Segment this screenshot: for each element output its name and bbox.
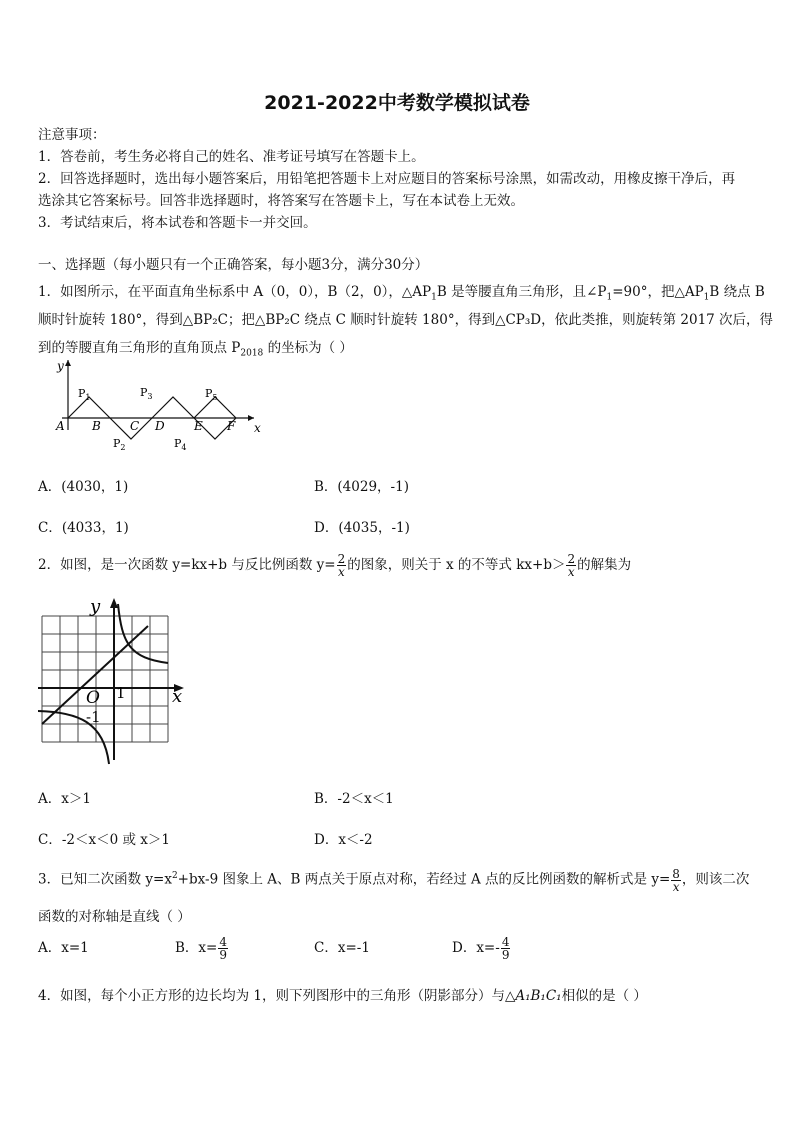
q2-text: 的图象，则关于 x 的不等式 kx+b＞ xyxy=(347,557,566,573)
q3-option-d-fraction xyxy=(501,936,511,961)
q3-option-d-num: 4 xyxy=(501,935,510,949)
q1-p5-sub: 5 xyxy=(212,393,218,402)
q3-stem xyxy=(38,858,749,898)
q2-fraction-num: 2 xyxy=(567,552,576,566)
q1-sub: 1 xyxy=(703,292,710,303)
q1-p2-sub: 2 xyxy=(120,443,126,452)
q3-option-a[interactable]: A．x=1 xyxy=(38,940,89,956)
q1-sub: 2018 xyxy=(240,348,264,359)
q2-option-c[interactable]: C．-2＜x＜0 或 x＞1 xyxy=(38,832,170,848)
notice-item-1: 1．答卷前，考生务必将自己的姓名、准考证号填写在答题卡上。 xyxy=(38,149,425,165)
q2-option-b[interactable]: B．-2＜x＜1 xyxy=(314,791,394,807)
section-heading: 一、选择题（每小题只有一个正确答案，每小题3分，满分30分） xyxy=(38,257,429,273)
q1-point-c: C xyxy=(130,419,140,433)
q2-stem xyxy=(38,552,631,578)
q1-figure xyxy=(40,358,268,455)
notice-item-2: 2．回答选择题时，选出每小题答案后，用铅笔把答题卡上对应题目的答案标号涂黑，如需改动，用橡皮擦干净后，再 xyxy=(38,171,736,187)
q1-point-f: F xyxy=(227,419,236,433)
q1-text: 到的等腰直角三角形的直角顶点 P xyxy=(38,340,241,356)
q4-text: 4．如图，每个小正方形的边长均为 1，则下列图形中的三角形（阴影部分）与 xyxy=(38,988,505,1004)
q1-point-a: A xyxy=(56,419,65,433)
q1-p3-sub: 3 xyxy=(147,392,153,401)
q4-text: 相似的是（ ） xyxy=(561,988,647,1004)
q3-text: ，则该二次 xyxy=(681,871,750,888)
q2-x-label: x xyxy=(172,686,183,707)
q1-p3-letter: P xyxy=(140,386,148,399)
q2-text: 的解集为 xyxy=(577,557,632,573)
q1-y-arrow xyxy=(65,360,71,366)
q1-p1 xyxy=(78,387,91,402)
notice-item-3: 3．考试结束后，将本试卷和答题卡一并交回。 xyxy=(38,215,317,231)
q3-option-d-text: D．x=- xyxy=(452,940,500,956)
q1-p3 xyxy=(140,386,153,401)
q2-fraction-den: x xyxy=(338,565,345,579)
q1-option-c[interactable]: C．(4033，1) xyxy=(38,520,129,536)
q4-triangle-name: △A₁B₁C₁ xyxy=(504,988,562,1004)
q1-p1-sub: 1 xyxy=(85,393,91,402)
q1-x-label: x xyxy=(254,421,261,435)
q3-text: +bx-9 图象上 A、B 两点关于原点对称，若经过 A 点的反比例函数的解析式是 y= xyxy=(177,871,671,888)
q3-fraction-num: 8 xyxy=(672,866,680,881)
q1-point-e: E xyxy=(194,419,203,433)
q3-option-b-text: B．x= xyxy=(175,940,218,956)
notice-heading: 注意事项： xyxy=(38,127,106,143)
q1-p4-sub: 4 xyxy=(181,443,187,452)
q3-option-d[interactable] xyxy=(452,930,511,966)
q1-text: 1．如图所示，在平面直角坐标系中 A（0，0），B（2，0），△AP xyxy=(38,284,432,300)
q1-y-label: y xyxy=(57,359,64,373)
q1-p1-letter: P xyxy=(78,387,86,400)
q1-option-a[interactable]: A．(4030，1) xyxy=(38,479,129,495)
notice-item-2-cont: 选涂其它答案标号。回答非选择题时，将答案写在答题卡上，写在本试卷上无效。 xyxy=(38,193,524,209)
q2-y-arrow xyxy=(110,598,118,608)
q2-text: 2．如图，是一次函数 y=kx+b 与反比例函数 y= xyxy=(38,557,336,573)
q2-option-a[interactable]: A．x＞1 xyxy=(38,791,91,807)
q1-point-b: B xyxy=(92,419,101,433)
q1-line-2: 顺时针旋转 180°，得到△BP₂C；把△BP₂C 绕点 C 顺时针旋转 180°，得到△CP₃D，依此类推，则旋转第 2017 次后，得 xyxy=(38,312,774,328)
q1-text: 的坐标为（ ） xyxy=(263,340,353,356)
q2-tick-1: 1 xyxy=(116,684,126,702)
q3-option-b-den: 9 xyxy=(219,948,227,962)
q3-option-d-den: 9 xyxy=(501,948,510,962)
q1-p2 xyxy=(113,437,126,452)
q2-origin-label: O xyxy=(86,688,100,708)
q4-stem xyxy=(38,984,647,1004)
q1-line-3 xyxy=(38,336,353,359)
q1-p4 xyxy=(174,437,187,452)
q3-text: 3．已知二次函数 y=x xyxy=(38,871,172,888)
q3-option-b-num: 4 xyxy=(219,935,227,949)
q2-fraction xyxy=(566,553,576,578)
q1-point-d: D xyxy=(155,419,165,433)
q3-option-b[interactable] xyxy=(175,930,229,966)
q2-y-label: y xyxy=(90,596,101,617)
q1-text: B 绕点 B xyxy=(709,284,765,300)
q1-line-1 xyxy=(38,280,765,303)
q2-fraction xyxy=(337,553,347,578)
q3-fraction-den: x xyxy=(672,879,680,894)
q1-p5-letter: P xyxy=(205,387,213,400)
q3-option-c[interactable]: C．x=-1 xyxy=(314,940,370,956)
q1-option-b[interactable]: B．(4029，-1) xyxy=(314,479,409,495)
q1-text: =90°，把△AP xyxy=(612,284,704,300)
q1-p5 xyxy=(205,387,218,402)
q2-fraction-den: x xyxy=(567,565,575,579)
q1-text: B 是等腰直角三角形，且∠P xyxy=(436,284,607,300)
q1-sub: 1 xyxy=(431,292,437,303)
q2-tick-neg1: -1 xyxy=(86,708,101,726)
q1-sub: 1 xyxy=(606,292,613,303)
q1-p4-letter: P xyxy=(174,437,182,450)
q3-line-2: 函数的对称轴是直线（ ） xyxy=(38,909,191,925)
q3-sup: 2 xyxy=(171,871,178,881)
q2-figure xyxy=(38,590,193,765)
q3-fraction xyxy=(671,868,681,893)
q2-grid xyxy=(42,616,168,742)
q1-option-d[interactable]: D．(4035，-1) xyxy=(314,520,410,536)
q2-fraction-num: 2 xyxy=(337,552,346,566)
q2-option-d[interactable]: D．x＜-2 xyxy=(314,832,373,848)
page-title: 2021-2022中考数学模拟试卷 xyxy=(264,92,530,114)
q3-option-b-fraction xyxy=(218,936,228,961)
q1-p2-letter: P xyxy=(113,437,121,450)
